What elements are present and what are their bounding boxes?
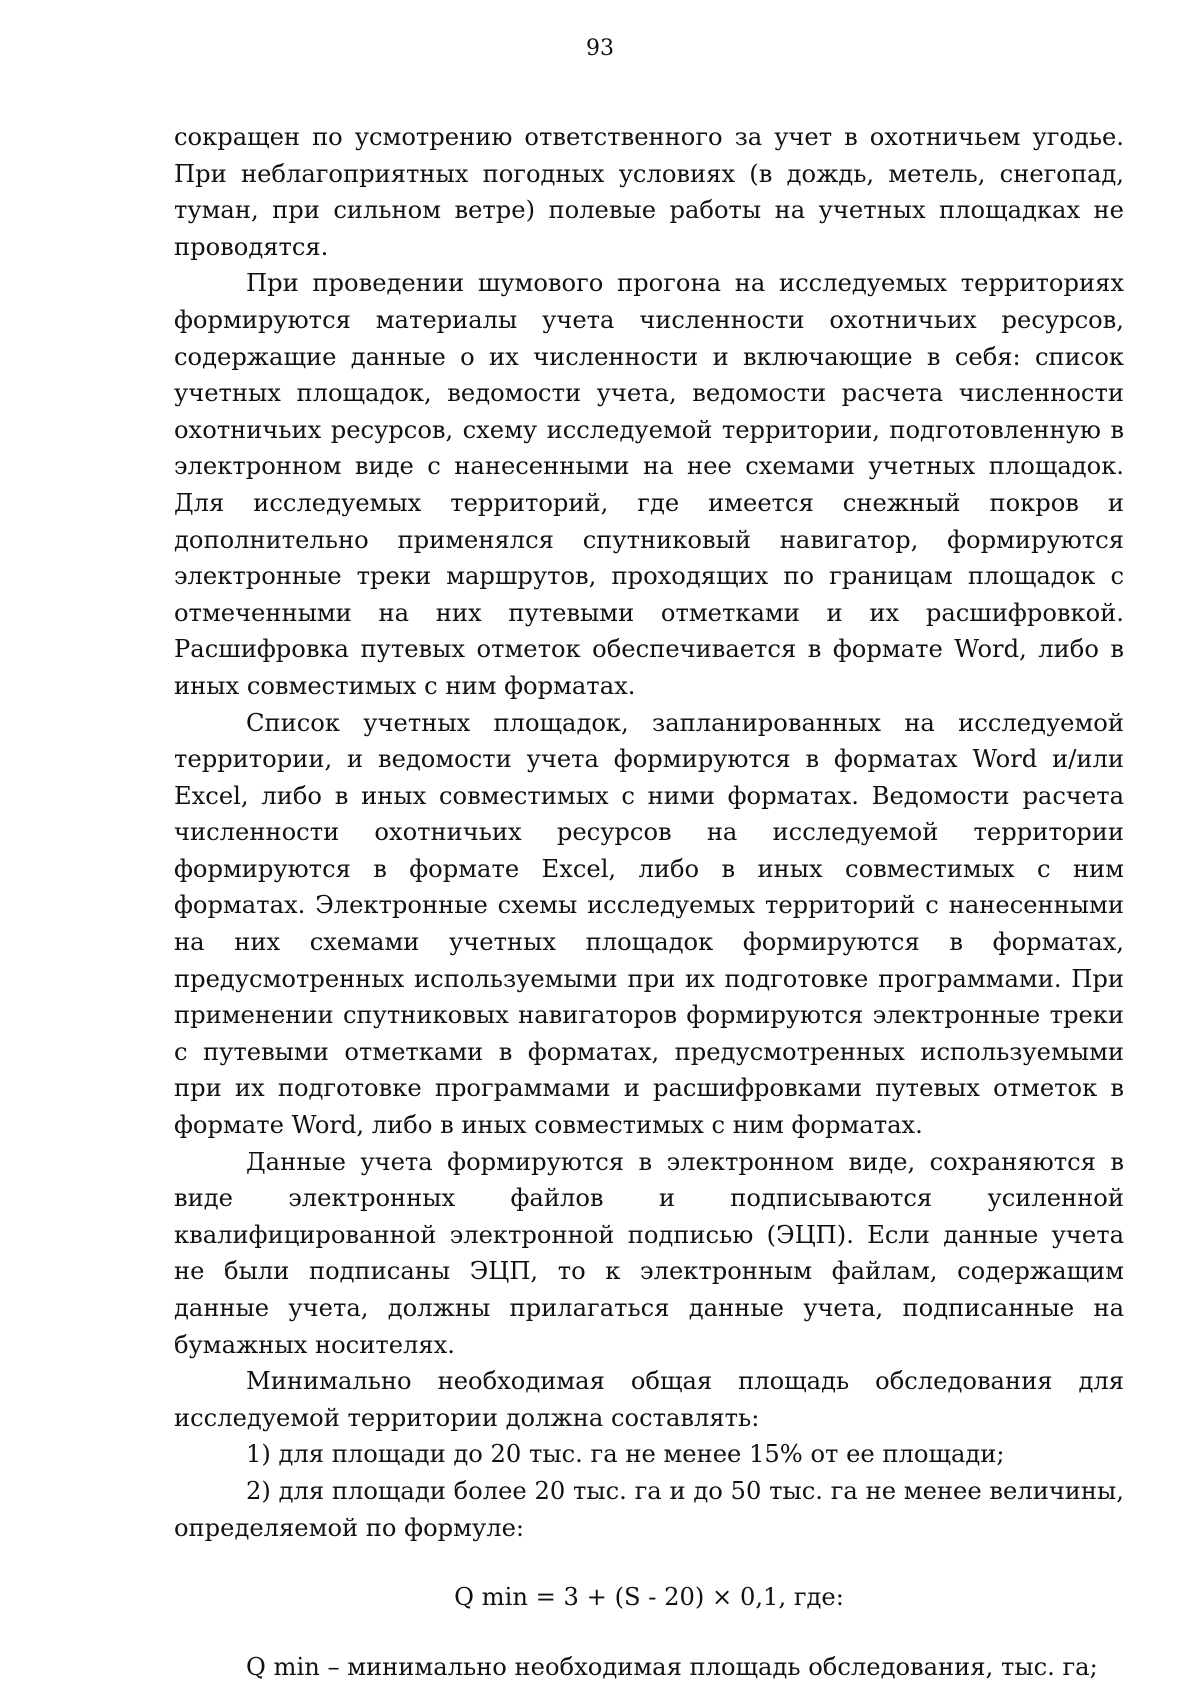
paragraph-minimum-area: Минимально необходимая общая площадь обследования для исследуемой территории должна составлять: <box>174 1367 1124 1432</box>
list-item-1: 1) для площади до 20 тыс. га не менее 15% от ее площади; <box>246 1440 1005 1469</box>
formula-definition: Q min – минимально необходимая площадь обследования, тыс. га; <box>246 1652 1098 1681</box>
paragraph-electronic-signature: Данные учета формируются в электронном виде, сохраняются в виде электронных файлов и подписываются усиленной квалифицированной электронной подписью (ЭЦП). Если данные учета не были подписаны ЭЦП, то к электронным файлам, содержащим данные учета, должны прилагаться данные учета, подписанные на бумажных носителях. <box>174 1147 1124 1359</box>
paragraph-noise-drive-materials: При проведении шумового прогона на исследуемых территориях формируются материалы учета численности охотничьих ресурсов, содержащие данные о их численности и включающие в себя: список учетных площадок, ведомости учета, ведомости расчета численности охотничьих ресурсов, схему исследуемой территории, подготовленную в электронном виде с нанесенными на нее схемами учетных площадок. Для исследуемых территорий, где имеется снежный покров и дополнительно применялся спутниковый навигатор, формируются электронные треки маршрутов, проходящих по границам площадок с отмеченными на них путевыми отметками и их расшифровкой. Расшифровка путевых отметок обеспечивается в формате Word, либо в иных совместимых с ним форматах. <box>174 269 1124 700</box>
formula: Q min = 3 + (S - 20) × 0,1, где: <box>454 1583 844 1612</box>
paragraph-continuation: сокращен по усмотрению ответственного за учет в охотничьем угодье. При неблагоприятных погодных условиях (в дождь, метель, снегопад, туман, при сильном ветре) полевые работы на учетных площадках не проводятся. <box>174 123 1124 261</box>
document-body <box>174 119 1124 1685</box>
page-number: 93 <box>586 36 614 61</box>
list-item-2: 2) для площади более 20 тыс. га и до 50 тыс. га не менее величины, определяемой по формуле: <box>174 1476 1124 1542</box>
paragraph-file-formats: Список учетных площадок, запланированных на исследуемой территории, и ведомости учета формируются в форматах Word и/или Excel, либо в иных совместимых с ними форматах. Ведомости расчета численности охотничьих ресурсов на исследуемой территории формируются в формате Excel, либо в иных совместимых с ним форматах. Электронные схемы исследуемых территорий с нанесенными на них схемами учетных площадок формируются в форматах, предусмотренных используемыми при их подготовке программами. При применении спутниковых навигаторов формируются электронные треки с путевыми отметками в форматах, предусмотренных используемыми при их подготовке программами и расшифровками путевых отметок в формате Word, либо в иных совместимых с ним форматах. <box>174 708 1124 1140</box>
